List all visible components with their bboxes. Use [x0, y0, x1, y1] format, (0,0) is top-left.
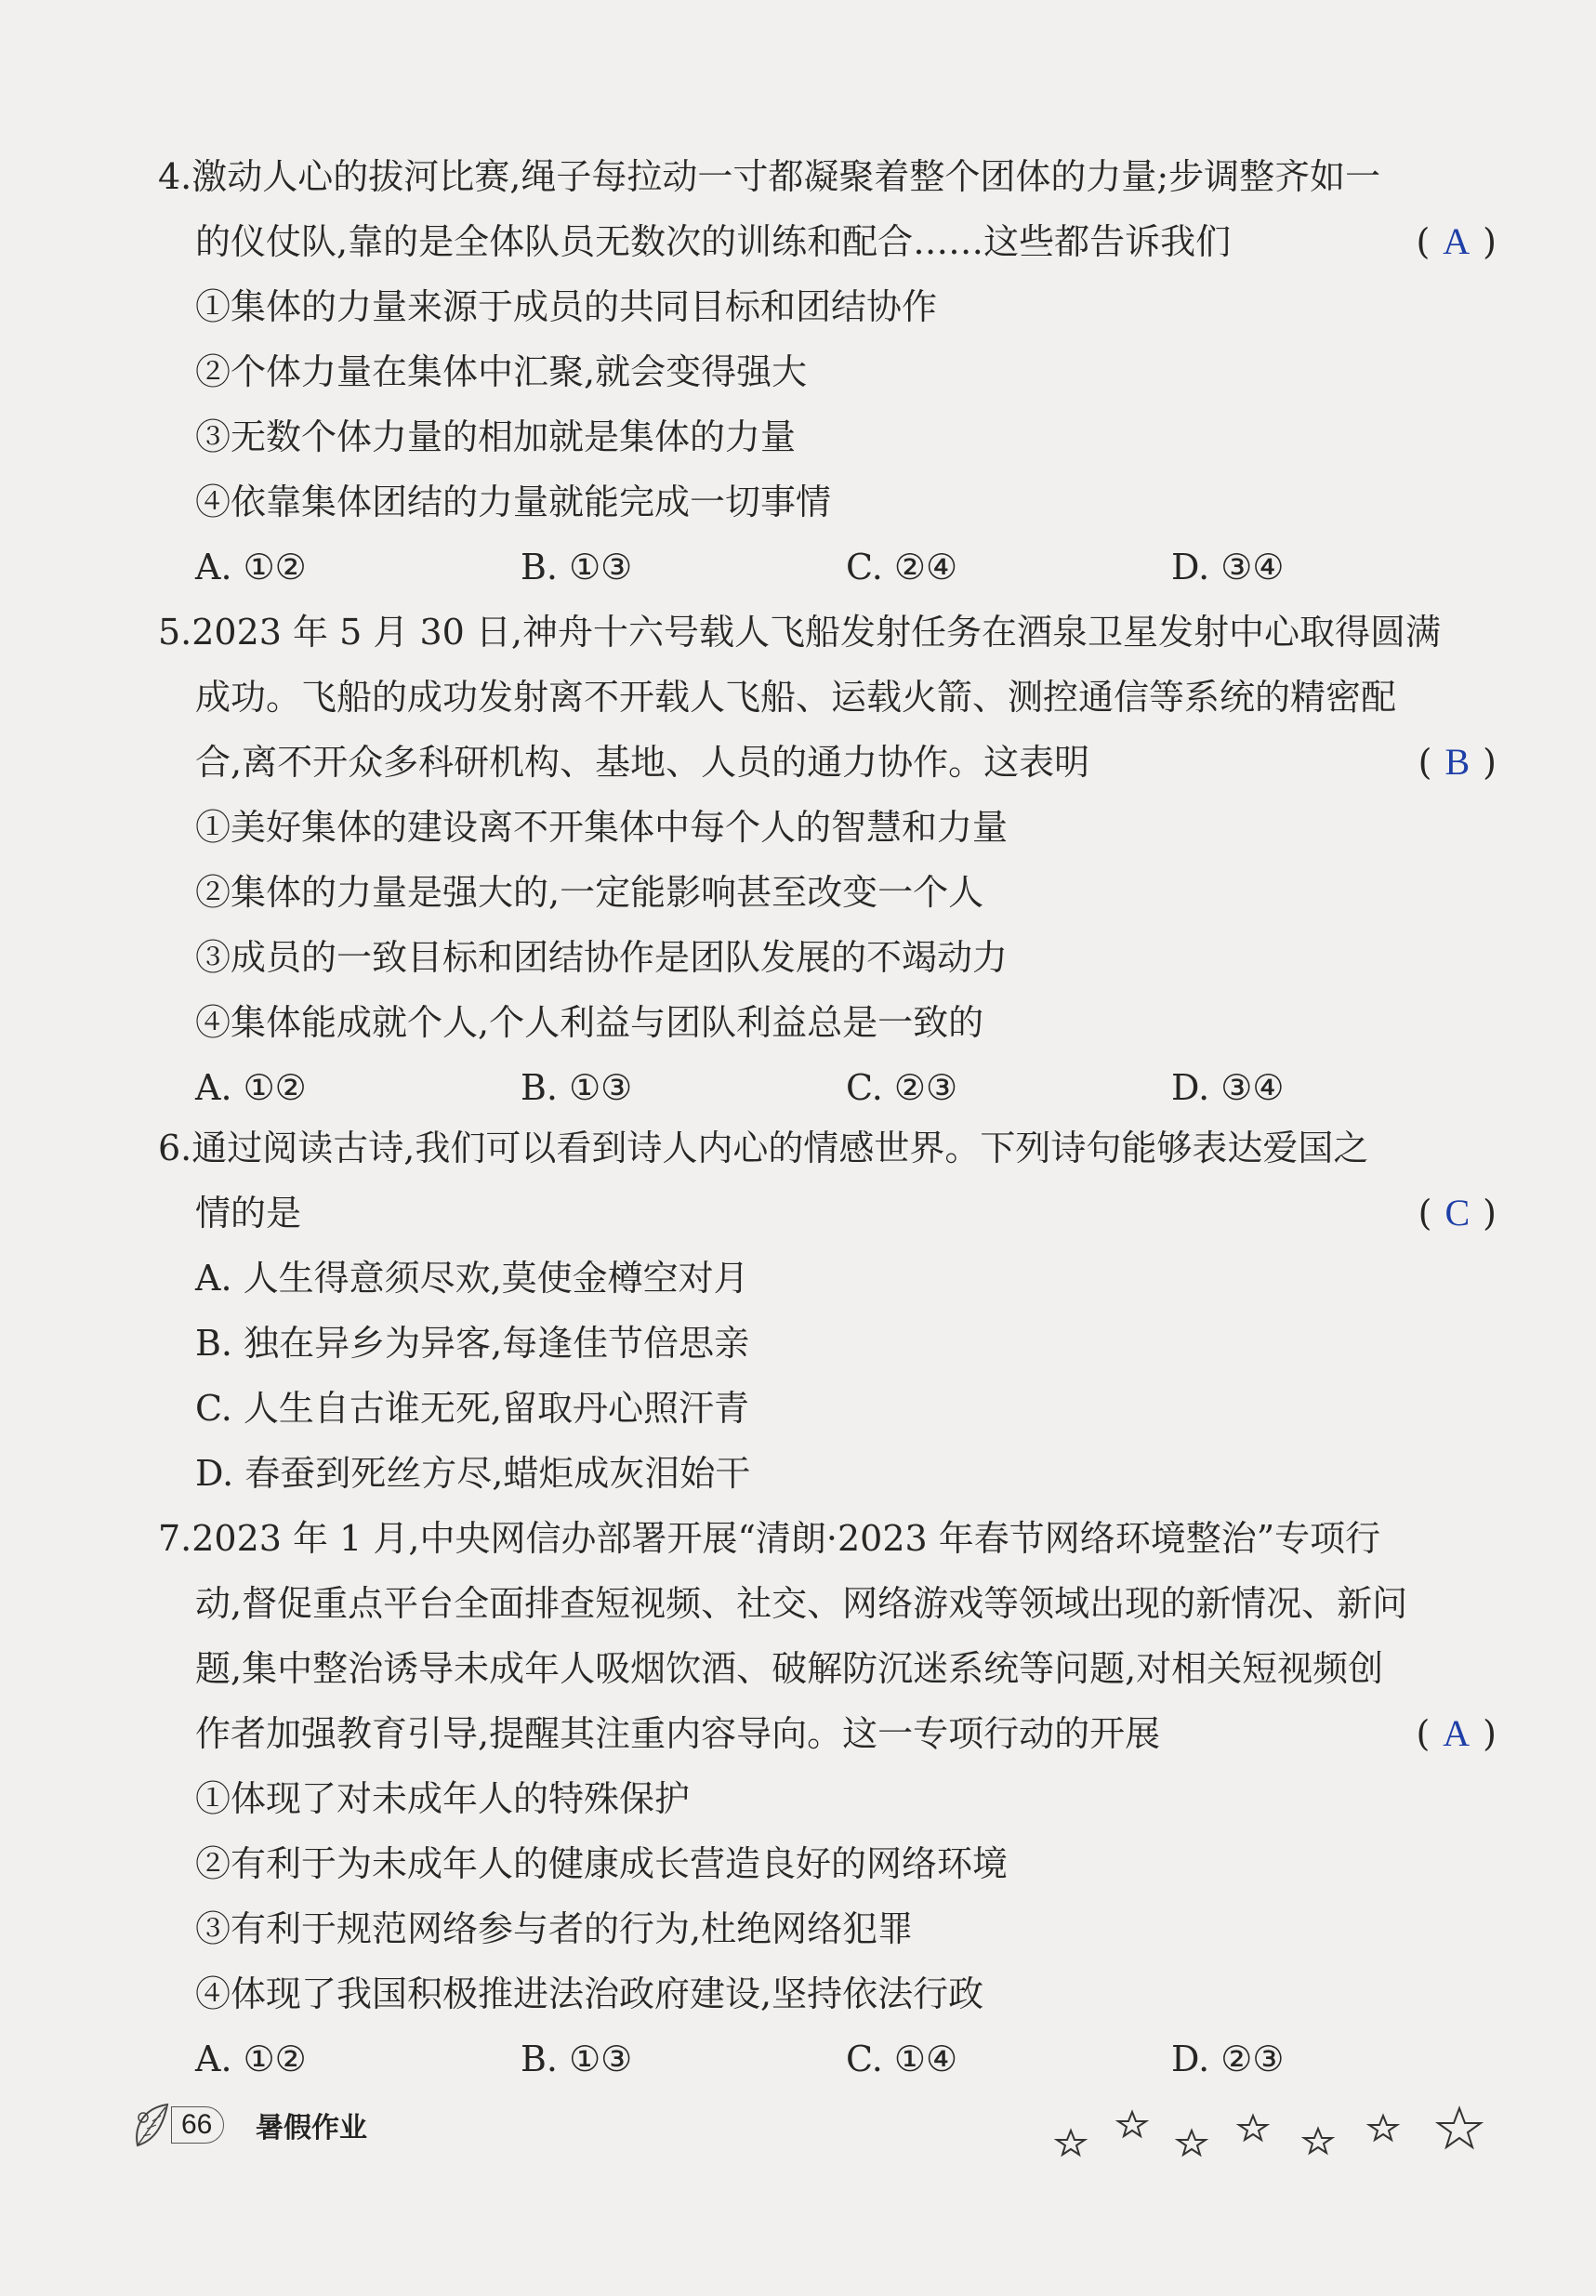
option-a: A. 人生得意须尽欢,莫使金樽空对月: [195, 1258, 749, 1299]
choice-c: C. ①④: [846, 2039, 958, 2079]
page-number-badge: [130, 2099, 224, 2151]
question-stem-line: [158, 730, 1497, 795]
question-7: [158, 1506, 1497, 2091]
choice-d: D. ②③: [1171, 2039, 1285, 2079]
question-stem-line: [158, 209, 1497, 274]
question-stem-text: 合,离不开众多科研机构、基地、人员的通力协作。这表明: [195, 742, 1090, 783]
statement: ④依靠集体团结的力量就能完成一切事情: [195, 482, 832, 522]
star-icon: [1239, 2116, 1267, 2140]
statement: ④体现了我国积极推进法治政府建设,坚持依法行政: [195, 1973, 984, 2014]
answer-letter: A: [1443, 1712, 1471, 1754]
option-b: B. 独在异乡为异客,每逢佳节倍思亲: [195, 1323, 750, 1364]
statement: ③有利于规范网络参与者的行为,杜绝网络犯罪: [195, 1908, 914, 1949]
question-stem-line: [158, 1181, 1497, 1246]
question-stem-line: 6.通过阅读古诗,我们可以看到诗人内心的情感世界。下列诗句能够表达爱国之: [158, 1128, 1369, 1168]
star-icon: [1178, 2131, 1206, 2155]
statement: ①美好集体的建设离不开集体中每个人的智慧和力量: [195, 807, 1009, 848]
star-icon: [1118, 2112, 1146, 2136]
star-icon: [1304, 2129, 1332, 2153]
question-5: [158, 600, 1497, 1120]
statement: ①体现了对未成年人的特殊保护: [195, 1778, 691, 1819]
choice-d: D. ③④: [1171, 547, 1285, 587]
question-stem-line: [158, 1701, 1497, 1766]
stars-decoration: [1050, 2091, 1487, 2166]
statement: ③无数个体力量的相加就是集体的力量: [195, 416, 797, 457]
choice-row: [158, 534, 1497, 600]
question-stem-text: 情的是: [195, 1193, 302, 1234]
question-stem-text: 的仪仗队,靠的是全体队员无数次的训练和配合……这些都告诉我们: [195, 221, 1232, 262]
question-stem-line: 7.2023 年 1 月,中央网信办部署开展“清朗·2023 年春节网络环境整治”专项行: [158, 1518, 1381, 1559]
answer-bracket: ( B ): [1418, 741, 1497, 783]
statement: ①集体的力量来源于成员的共同目标和团结协作: [195, 286, 938, 327]
choice-b: B. ①③: [521, 1067, 633, 1108]
answer-letter: B: [1444, 741, 1471, 783]
question-stem-line: 4.激动人心的拔河比赛,绳子每拉动一寸都凝聚着整个团体的力量;步调整齐如一: [158, 156, 1381, 197]
question-stem-line: 动,督促重点平台全面排查短视频、社交、网络游戏等领域出现的新情况、新问: [195, 1583, 1408, 1624]
choice-c: C. ②④: [846, 547, 958, 587]
choice-row: [158, 2026, 1497, 2091]
question-stem-line: 5.2023 年 5 月 30 日,神舟十六号载人飞船发射任务在酒泉卫星发射中心取得圆满: [158, 612, 1441, 653]
choice-b: B. ①③: [521, 2039, 633, 2079]
question-stem-line: 题,集中整治诱导未成年人吸烟饮酒、破解防沉迷系统等问题,对相关短视频创: [195, 1648, 1384, 1689]
statement: ②个体力量在集体中汇聚,就会变得强大: [195, 351, 808, 392]
star-icon: [1369, 2116, 1397, 2140]
choice-a: A. ①②: [195, 547, 307, 587]
leaf-icon: [130, 2099, 177, 2151]
choice-d: D. ③④: [1171, 1067, 1285, 1108]
answer-bracket: ( A ): [1416, 1712, 1497, 1754]
star-icon: [1438, 2108, 1481, 2147]
choice-a: A. ①②: [195, 1067, 307, 1108]
question-6: [158, 1115, 1497, 1506]
answer-bracket: ( C ): [1418, 1192, 1497, 1234]
choice-a: A. ①②: [195, 2039, 307, 2079]
answer-letter: A: [1443, 220, 1471, 262]
option-d: D. 春蚕到死丝方尽,蜡炬成灰泪始干: [195, 1453, 751, 1494]
question-stem-line: 成功。飞船的成功发射离不开载人飞船、运载火箭、测控通信等系统的精密配: [195, 677, 1397, 718]
answer-letter: C: [1444, 1192, 1471, 1234]
star-icon: [1057, 2131, 1085, 2155]
page-footer: [130, 2091, 1487, 2166]
statement: ③成员的一致目标和团结协作是团队发展的不竭动力: [195, 937, 1009, 978]
choice-c: C. ②③: [846, 1067, 958, 1108]
answer-bracket: ( A ): [1416, 220, 1497, 262]
page-number: 66: [171, 2106, 224, 2144]
option-c: C. 人生自古谁无死,留取丹心照汗青: [195, 1388, 749, 1429]
statement: ②集体的力量是强大的,一定能影响甚至改变一个人: [195, 872, 984, 913]
book-title: 暑假作业: [256, 2112, 367, 2144]
choice-row: [158, 1055, 1497, 1120]
statement: ④集体能成就个人,个人利益与团队利益总是一致的: [195, 1002, 984, 1043]
question-stem-text: 作者加强教育引导,提醒其注重内容导向。这一专项行动的开展: [195, 1713, 1161, 1754]
question-4: [158, 144, 1497, 600]
statement: ②有利于为未成年人的健康成长营造良好的网络环境: [195, 1843, 1009, 1884]
choice-b: B. ①③: [521, 547, 633, 587]
